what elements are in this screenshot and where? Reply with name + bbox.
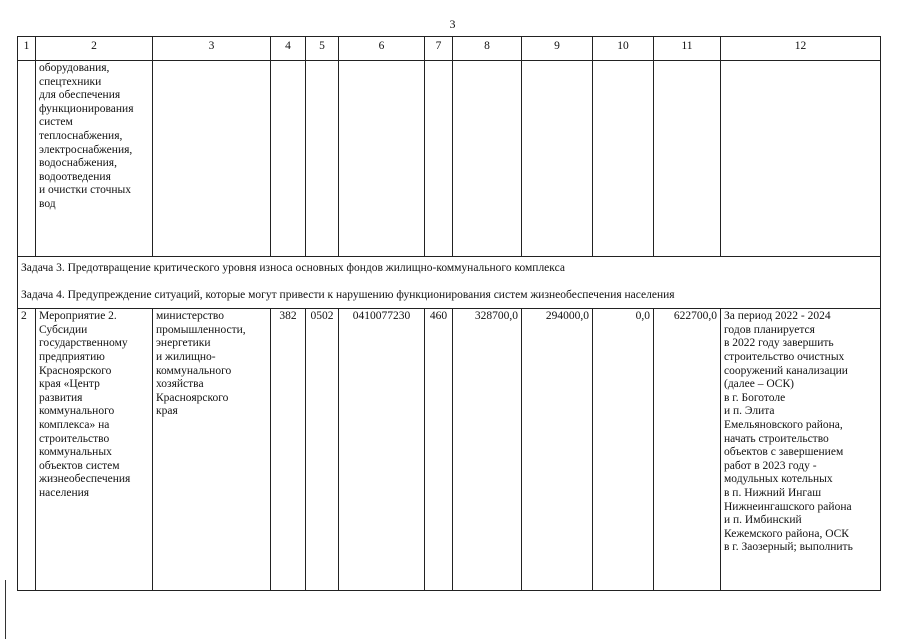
table-cell: оборудования, спецтехники для обеспечения функционирования систем теплоснабжения, электроснабжения, водоснабжения, водоотведения и очистки сточных вод bbox=[36, 61, 153, 257]
expected-result: За период 2022 - 2024 годов планируется в 2022 году завершить строительство очистных сооружений канализации (далее – ОСК) в г. Боготоле и п. Элита Емельяновского района, начать строительство объектов с завершением работ в 2023 году - модульных котельных в п. Нижний Ингаш Нижнеингашского района и п. Имбинский Кежемского района, ОСК в г. Заозерный; выполнить bbox=[721, 309, 881, 591]
table-cell bbox=[306, 61, 339, 257]
event-name: Мероприятие 2. Субсидии государственному предприятию Красноярского края «Центр развития коммунального комплекса» на строительство коммунальных объектов систем жизнеобеспечения населения bbox=[36, 309, 153, 591]
task-row bbox=[18, 284, 881, 309]
table-cell bbox=[593, 61, 654, 257]
header-cell: 5 bbox=[306, 37, 339, 61]
table-cell bbox=[18, 61, 36, 257]
header-cell: 11 bbox=[654, 37, 721, 61]
amount-2022: 328700,0 bbox=[453, 309, 522, 591]
page-number: 3 bbox=[449, 17, 456, 31]
header-cell: 9 bbox=[522, 37, 593, 61]
header-cell: 6 bbox=[339, 37, 425, 61]
table-cell bbox=[721, 61, 881, 257]
header-cell: 2 bbox=[36, 37, 153, 61]
table-cell bbox=[271, 61, 306, 257]
header-cell: 3 bbox=[153, 37, 271, 61]
amount-total: 622700,0 bbox=[654, 309, 721, 591]
row-number: 2 bbox=[18, 309, 36, 591]
csr-code: 0410077230 bbox=[339, 309, 425, 591]
amount-2024: 0,0 bbox=[593, 309, 654, 591]
vr-code: 460 bbox=[425, 309, 453, 591]
table-cell bbox=[425, 61, 453, 257]
table-cell bbox=[522, 61, 593, 257]
program-table bbox=[17, 36, 881, 591]
task-3-text: Задача 3. Предотвращение критического уровня износа основных фондов жилищно-коммунального комплекса bbox=[18, 257, 881, 284]
table-cell bbox=[339, 61, 425, 257]
task-4-text: Задача 4. Предупреждение ситуаций, которые могут привести к нарушению функционирования систем жизнеобеспечения населения bbox=[18, 284, 881, 309]
ministry-cell: министерство промышленности, энергетики и жилищно- коммунального хозяйства Красноярского края bbox=[153, 309, 271, 591]
amount-2023: 294000,0 bbox=[522, 309, 593, 591]
margin-line bbox=[5, 580, 6, 639]
header-cell: 12 bbox=[721, 37, 881, 61]
header-cell: 8 bbox=[453, 37, 522, 61]
table-cell bbox=[453, 61, 522, 257]
rzpr-code: 0502 bbox=[306, 309, 339, 591]
event-row bbox=[18, 309, 881, 591]
task-row bbox=[18, 257, 881, 284]
header-cell: 1 bbox=[18, 37, 36, 61]
header-cell: 7 bbox=[425, 37, 453, 61]
grbs-code: 382 bbox=[271, 309, 306, 591]
header-cell: 4 bbox=[271, 37, 306, 61]
header-cell: 10 bbox=[593, 37, 654, 61]
header-row bbox=[18, 37, 881, 61]
table-cell bbox=[153, 61, 271, 257]
continuation-row bbox=[18, 61, 881, 257]
table-cell bbox=[654, 61, 721, 257]
